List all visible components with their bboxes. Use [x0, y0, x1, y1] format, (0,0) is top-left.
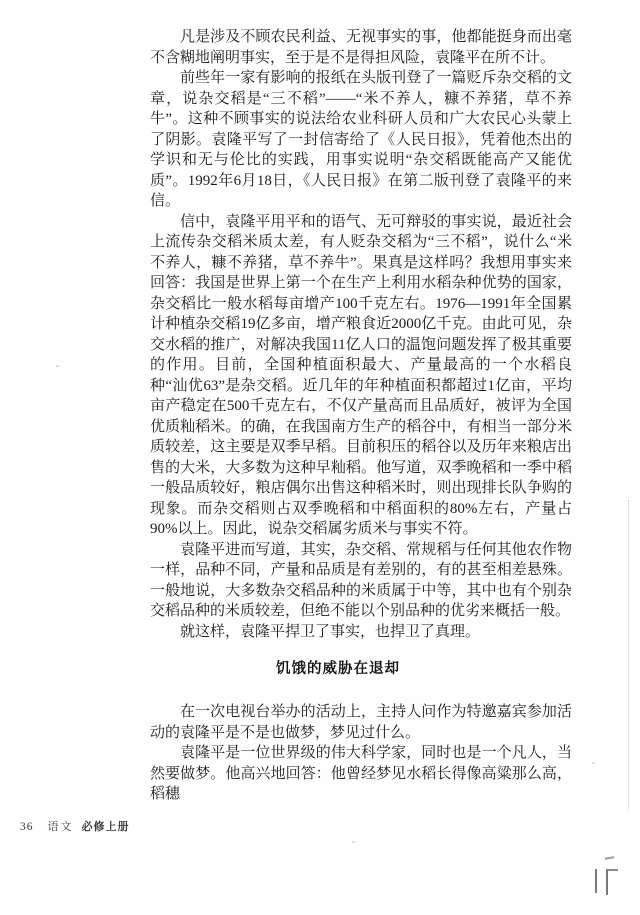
scan-artifact-corner — [606, 869, 618, 895]
body-paragraph: 就这样，袁隆平捍卫了事实，也捍卫了真理。 — [180, 623, 481, 640]
section-paragraph: 在一次电视台举办的活动上，主持人问作为特邀嘉宾参加活动的袁隆平是不是也做梦，梦见过什么。 — [150, 704, 572, 741]
scan-speck — [592, 762, 595, 764]
scan-speck — [56, 365, 59, 367]
body-paragraph: 袁隆平进而写道，其实，杂交稻、常规稻与任何其他农作物一样，品种不同，产量和品质是有差别的，有的甚至相差悬殊。一般地说，大多数杂交稻品种的米质属于中等，其中也有个别杂交稻品种的米质较差，但绝不能以个别品种的优劣来概括一般。 — [150, 541, 572, 619]
page-footer — [20, 818, 130, 834]
page-edge-line — [628, 500, 629, 810]
section-paragraph: 袁隆平是一位世界级的伟大科学家，同时也是一个凡人，当然要做梦。他高兴地回答：他曾经梦见水稻长得像高粱那么高，稻穗 — [150, 745, 572, 802]
scan-artifact-dash — [605, 856, 614, 860]
body-paragraph: 凡是涉及不顾农民利益、无视事实的事，他都能挺身而出毫不含糊地阐明事实，至于是不是得担风险，袁隆平在所不计。 — [150, 29, 572, 66]
footer-subject-label: 语文 — [47, 821, 74, 833]
scan-artifact-bar — [595, 869, 597, 893]
scan-speck — [352, 841, 355, 843]
body-paragraph: 信中，袁隆平用平和的语气、无可辩驳的事实说，最近社会上流传杂交稻米质太差，有人贬杂交稻为“三不稻”，说什么“米不养人，糠不养猪，草不养牛”。果真是这样吗？我想用事实来回答：我国是世界上第一个在生产上利用水稻杂种优势的国家，杂交稻比一般水稻每亩增产100千克左右。1976—1991年全国累计种植杂交稻19亿多亩，增产粮食近2000亿千克。由此可见，杂交水稻的推广，对解决我国11亿人口的温饱问题发挥了极其重要的作用。目前，全国种植面积最大、产量最高的一个水稻良种“汕优63”是杂交稻。近几年的年种植面积都超过1亿亩，平均亩产稳定在500千克左右，不仅产量高而且品质好，被评为全国优质籼稻米。的确，在我国南方生产的稻谷中，有相当一部分米质较差，这主要是双季早稻。目前积压的稻谷以及历年来粮店出售的大米，大多数为这种早籼稻。他写道，双季晚稻和一季中稻一般品质较好，粮店偶尔出售这种稻米时，则出现排长队争购的现象。而杂交稻则占双季晚稻和中稻面积的80%左右，产量占90%以上。因此，说杂交稻属劣质米与事实不符。 — [150, 213, 572, 537]
text-column — [150, 27, 572, 805]
page-number: 36 — [20, 821, 34, 833]
body-paragraph: 前些年一家有影响的报纸在头版刊登了一篇贬斥杂交稻的文章，说杂交稻是“三不稻”——“米不养人，糠不养猪，草不养牛”。这种不顾事实的说法给农业科研人员和广大农民心头蒙上了阴影。袁隆平写了一封信寄给了《人民日报》，凭着他杰出的学识和无与伦比的实践，用事实说明“杂交稻既能高产又能优质”。1992年6月18日，《人民日报》在第二版刊登了袁隆平的来信。 — [150, 70, 572, 209]
footer-volume-label: 必修上册 — [81, 821, 130, 833]
section-heading: 饥饿的威胁在退却 — [276, 661, 400, 677]
